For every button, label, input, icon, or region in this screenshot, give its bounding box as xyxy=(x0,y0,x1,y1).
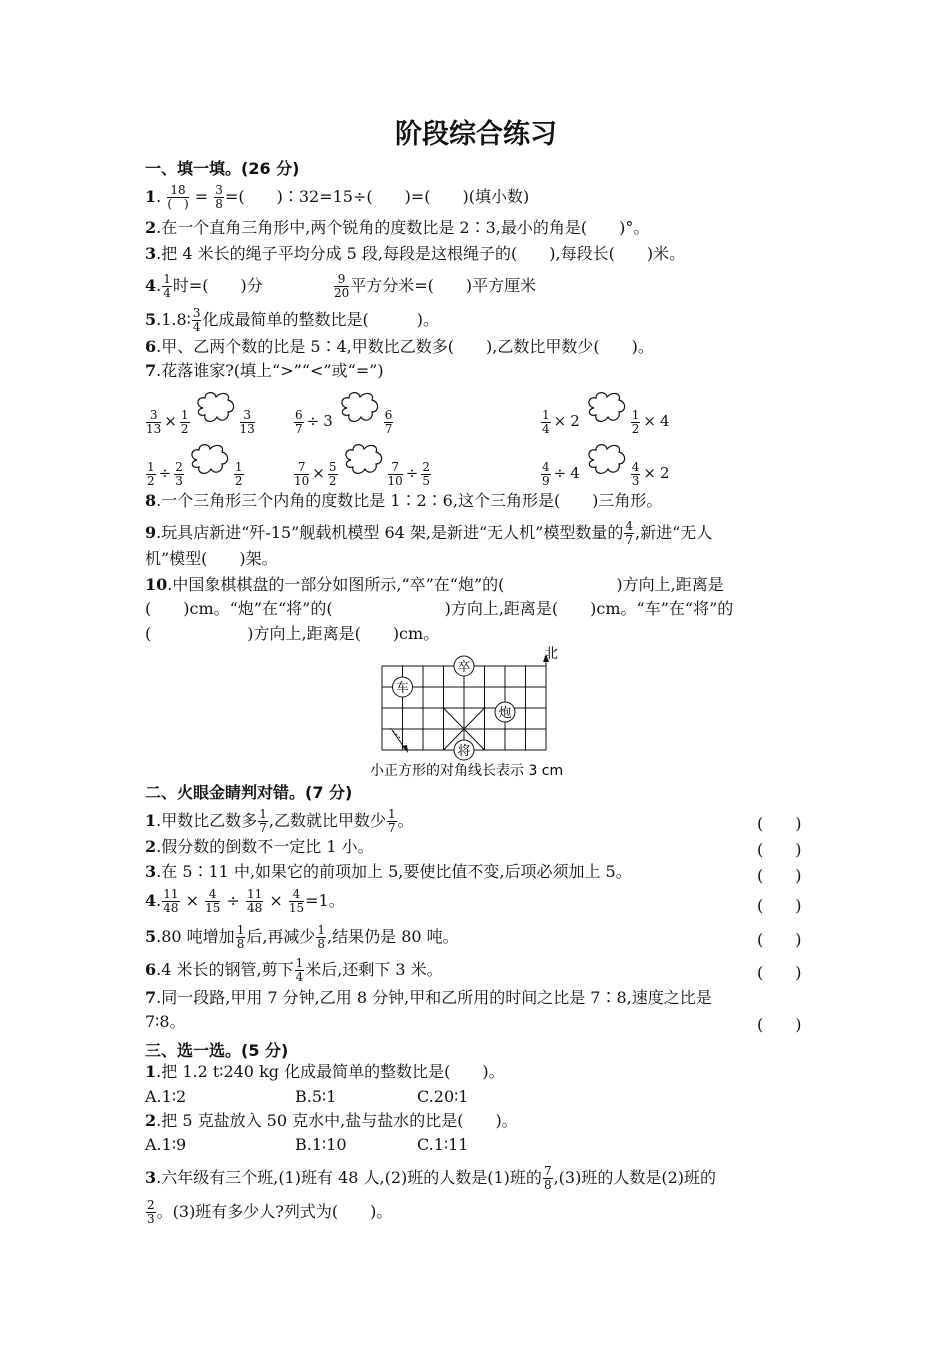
s1-q10-l3: ( )方向上,距离是( )cm。 xyxy=(145,624,440,643)
comparison-expression xyxy=(145,454,245,494)
comparison-expression xyxy=(540,454,672,494)
s3-q1: 1.把 1.2 t∶240 kg 化成最简单的整数比是( )。 xyxy=(145,1062,505,1081)
s2-q7: 7.同一段路,甲用 7 分钟,乙用 8 分钟,甲和乙所用的时间之比是 7∶8,速度之比是 xyxy=(145,988,712,1007)
fraction: $\frac{4}{15}$ xyxy=(288,887,305,915)
comparison-expression xyxy=(540,402,672,442)
page-title: 阶段综合练习 xyxy=(395,119,557,150)
svg-text:卒: 卒 xyxy=(457,660,471,675)
answer-paren[interactable]: ( ) xyxy=(757,1015,802,1034)
fraction: $\frac{4}{15}$ xyxy=(205,887,221,915)
flower-blank[interactable] xyxy=(193,390,237,430)
fraction: $\frac{1}{8}$ xyxy=(317,923,326,951)
fraction: $\frac{1}{7}$ xyxy=(387,807,396,835)
fraction: $\frac{11}{48}$ xyxy=(246,887,263,915)
general-piece xyxy=(454,740,474,760)
answer-paren[interactable]: ( ) xyxy=(757,930,802,949)
answer-paren[interactable]: ( ) xyxy=(757,896,802,915)
fraction: $\frac{1}{7}$ xyxy=(259,807,267,835)
expr-left: $\frac{6}{7}$ ÷ 3 xyxy=(295,407,333,436)
flower-blank[interactable] xyxy=(584,442,628,482)
cannon-piece xyxy=(495,702,515,722)
section-3-heading: 三、选一选。(5 分) xyxy=(145,1041,289,1060)
s1-q9-cont: 机”模型( )架。 xyxy=(145,549,278,568)
fraction: 18 ( ) xyxy=(167,183,189,211)
section-2-heading: 二、火眼金睛判对错。(7 分) xyxy=(145,783,353,802)
fraction: $\frac{1}{4}$ xyxy=(295,956,304,984)
s2-q3: 3.在 5∶11 中,如果它的前项加上 5,要使比值不变,后项必须加上 5。 xyxy=(145,862,632,881)
svg-text:将: 将 xyxy=(457,744,471,759)
s2-q6: 6.4 米长的钢管,剪下 $\frac{1}{4}$ 米后,还剩下 3 米。 xyxy=(145,956,443,984)
fraction: $\frac{4}{7}$ xyxy=(625,519,633,547)
option-b[interactable]: B.1∶10 xyxy=(295,1135,347,1154)
s1-q10-l2: ( )cm。“炮”在“将”的( )方向上,距离是( )cm。“车”在“将”的 xyxy=(145,599,734,618)
s1-q1: 1. 18 ( ) = $\frac{3}{8}$ =( )∶32=15÷( )=( )(填小数) xyxy=(145,183,530,211)
answer-paren[interactable]: ( ) xyxy=(757,963,802,982)
s3-q3-cont: $\frac{2}{3}$ 。(3)班有多少人?列式为( )。 xyxy=(147,1198,393,1226)
s2-q4: 4. $\frac{11}{48}$ × $\frac{4}{15}$ ÷ $\frac{11}{48}$ × $\frac{4}{15}$ =1。 xyxy=(145,887,345,915)
comparison-expression xyxy=(293,454,432,494)
s2-q1: 1.甲数比乙数多 $\frac{1}{7}$ ,乙数就比甲数少 $\frac{1}{7}$ 。 xyxy=(145,807,414,835)
s1-q9: 9.玩具店新进“歼-15”舰载机模型 64 架,是新进“无人机”模型数量的 $\frac{4}{7}$ ,新进“无人 xyxy=(145,519,713,547)
s1-q2: 2.在一个直角三角形中,两个锐角的度数比是 2∶3,最小的角是( )°。 xyxy=(145,218,650,237)
option-c[interactable]: C.1∶11 xyxy=(417,1135,469,1154)
flower-blank[interactable] xyxy=(584,390,628,430)
answer-paren[interactable]: ( ) xyxy=(757,814,802,833)
s3-q3: 3.六年级有三个班,(1)班有 48 人,(2)班的人数是(1)班的 $\frac{7}{8}$ ,(3)班的人数是(2)班的 xyxy=(145,1164,716,1192)
expr-right: $\frac{1}{2}$ xyxy=(234,459,243,488)
s1-q5: 5.1.8∶ $\frac{3}{4}$ 化成最简单的整数比是( )。 xyxy=(145,306,439,334)
s1-q6: 6.甲、乙两个数的比是 5∶4,甲数比乙数多( ),乙数比甲数少( )。 xyxy=(145,337,654,356)
flower-blank[interactable] xyxy=(341,442,385,482)
diagram-caption: 小正方形的对角线长表示 3 cm xyxy=(370,763,564,779)
svg-text:车: 车 xyxy=(395,681,410,696)
fraction: $\frac{11}{48}$ xyxy=(163,887,179,915)
s3-q1-options xyxy=(145,1086,468,1108)
s3-q2-options xyxy=(145,1134,468,1156)
fraction: $\frac{1}{4}$ xyxy=(163,272,171,300)
fraction: $\frac{3}{8}$ xyxy=(215,183,223,211)
s2-q7-l2: 7∶8。 xyxy=(145,1012,186,1031)
fraction: $\frac{1}{8}$ xyxy=(236,923,245,951)
option-a[interactable]: A.1∶9 xyxy=(145,1135,187,1154)
expr-right: $\frac{7}{10}$ ÷ $\frac{2}{5}$ xyxy=(387,459,430,488)
s2-q2: 2.假分数的倒数不一定比 1 小。 xyxy=(145,837,374,856)
fraction: $\frac{7}{8}$ xyxy=(543,1164,552,1192)
answer-paren[interactable]: ( ) xyxy=(757,866,802,885)
s1-q7: 7.花落谁家?(填上“>”“<”或“=”) xyxy=(145,361,384,380)
north-label: 北 xyxy=(544,646,558,662)
flower-blank[interactable] xyxy=(187,442,231,482)
chess-board-diagram xyxy=(370,642,610,782)
comparison-expression xyxy=(293,402,394,442)
svg-text:炮: 炮 xyxy=(498,706,512,721)
expr-right: $\frac{6}{7}$ xyxy=(384,407,393,436)
expr-right: $\frac{3}{13}$ xyxy=(239,407,255,436)
expr-left: $\frac{1}{2}$ ÷ $\frac{2}{3}$ xyxy=(147,459,183,488)
expr-right: $\frac{1}{2}$ × 4 xyxy=(631,407,670,436)
s3-q2: 2.把 5 克盐放入 50 克水中,盐与盐水的比是( )。 xyxy=(145,1111,518,1130)
s1-q8: 8.一个三角形三个内角的度数比是 1∶2∶6,这个三角形是( )三角形。 xyxy=(145,491,663,510)
section-1-heading: 一、填一填。(26 分) xyxy=(145,159,300,178)
fraction: $\frac{3}{4}$ xyxy=(192,306,201,334)
expr-left: $\frac{4}{9}$ ÷ 4 xyxy=(542,459,580,488)
option-a[interactable]: A.1∶2 xyxy=(145,1087,187,1106)
expr-left: $\frac{1}{4}$ × 2 xyxy=(542,407,580,436)
option-c[interactable]: C.20∶1 xyxy=(417,1087,469,1106)
s1-q3: 3.把 4 米长的绳子平均分成 5 段,每段是这根绳子的( ),每段长( )米。 xyxy=(145,244,686,263)
s1-q4: 4. $\frac{1}{4}$ 时=( )分 $\frac{9}{20}$ 平方分米=( )平方厘米 xyxy=(145,272,537,300)
s2-q5: 5.80 吨增加 $\frac{1}{8}$ 后,再减少 $\frac{1}{8}$ ,结果仍是 80 吨。 xyxy=(145,923,459,951)
flower-blank[interactable] xyxy=(337,390,381,430)
s1-q10: 10.中国象棋棋盘的一部分如图所示,“卒”在“炮”的( )方向上,距离是 xyxy=(145,575,724,594)
expr-left: $\frac{7}{10}$ × $\frac{5}{2}$ xyxy=(294,459,337,488)
answer-paren[interactable]: ( ) xyxy=(757,840,802,859)
fraction: $\frac{9}{20}$ xyxy=(333,272,350,300)
expr-left: $\frac{3}{13}$ × $\frac{1}{2}$ xyxy=(146,407,189,436)
fraction: $\frac{2}{3}$ xyxy=(147,1198,155,1226)
comparison-expression xyxy=(145,402,256,442)
soldier-piece xyxy=(454,656,474,676)
expr-right: $\frac{4}{3}$ × 2 xyxy=(631,459,670,488)
option-b[interactable]: B.5∶1 xyxy=(295,1087,337,1106)
chariot-piece xyxy=(393,677,413,697)
